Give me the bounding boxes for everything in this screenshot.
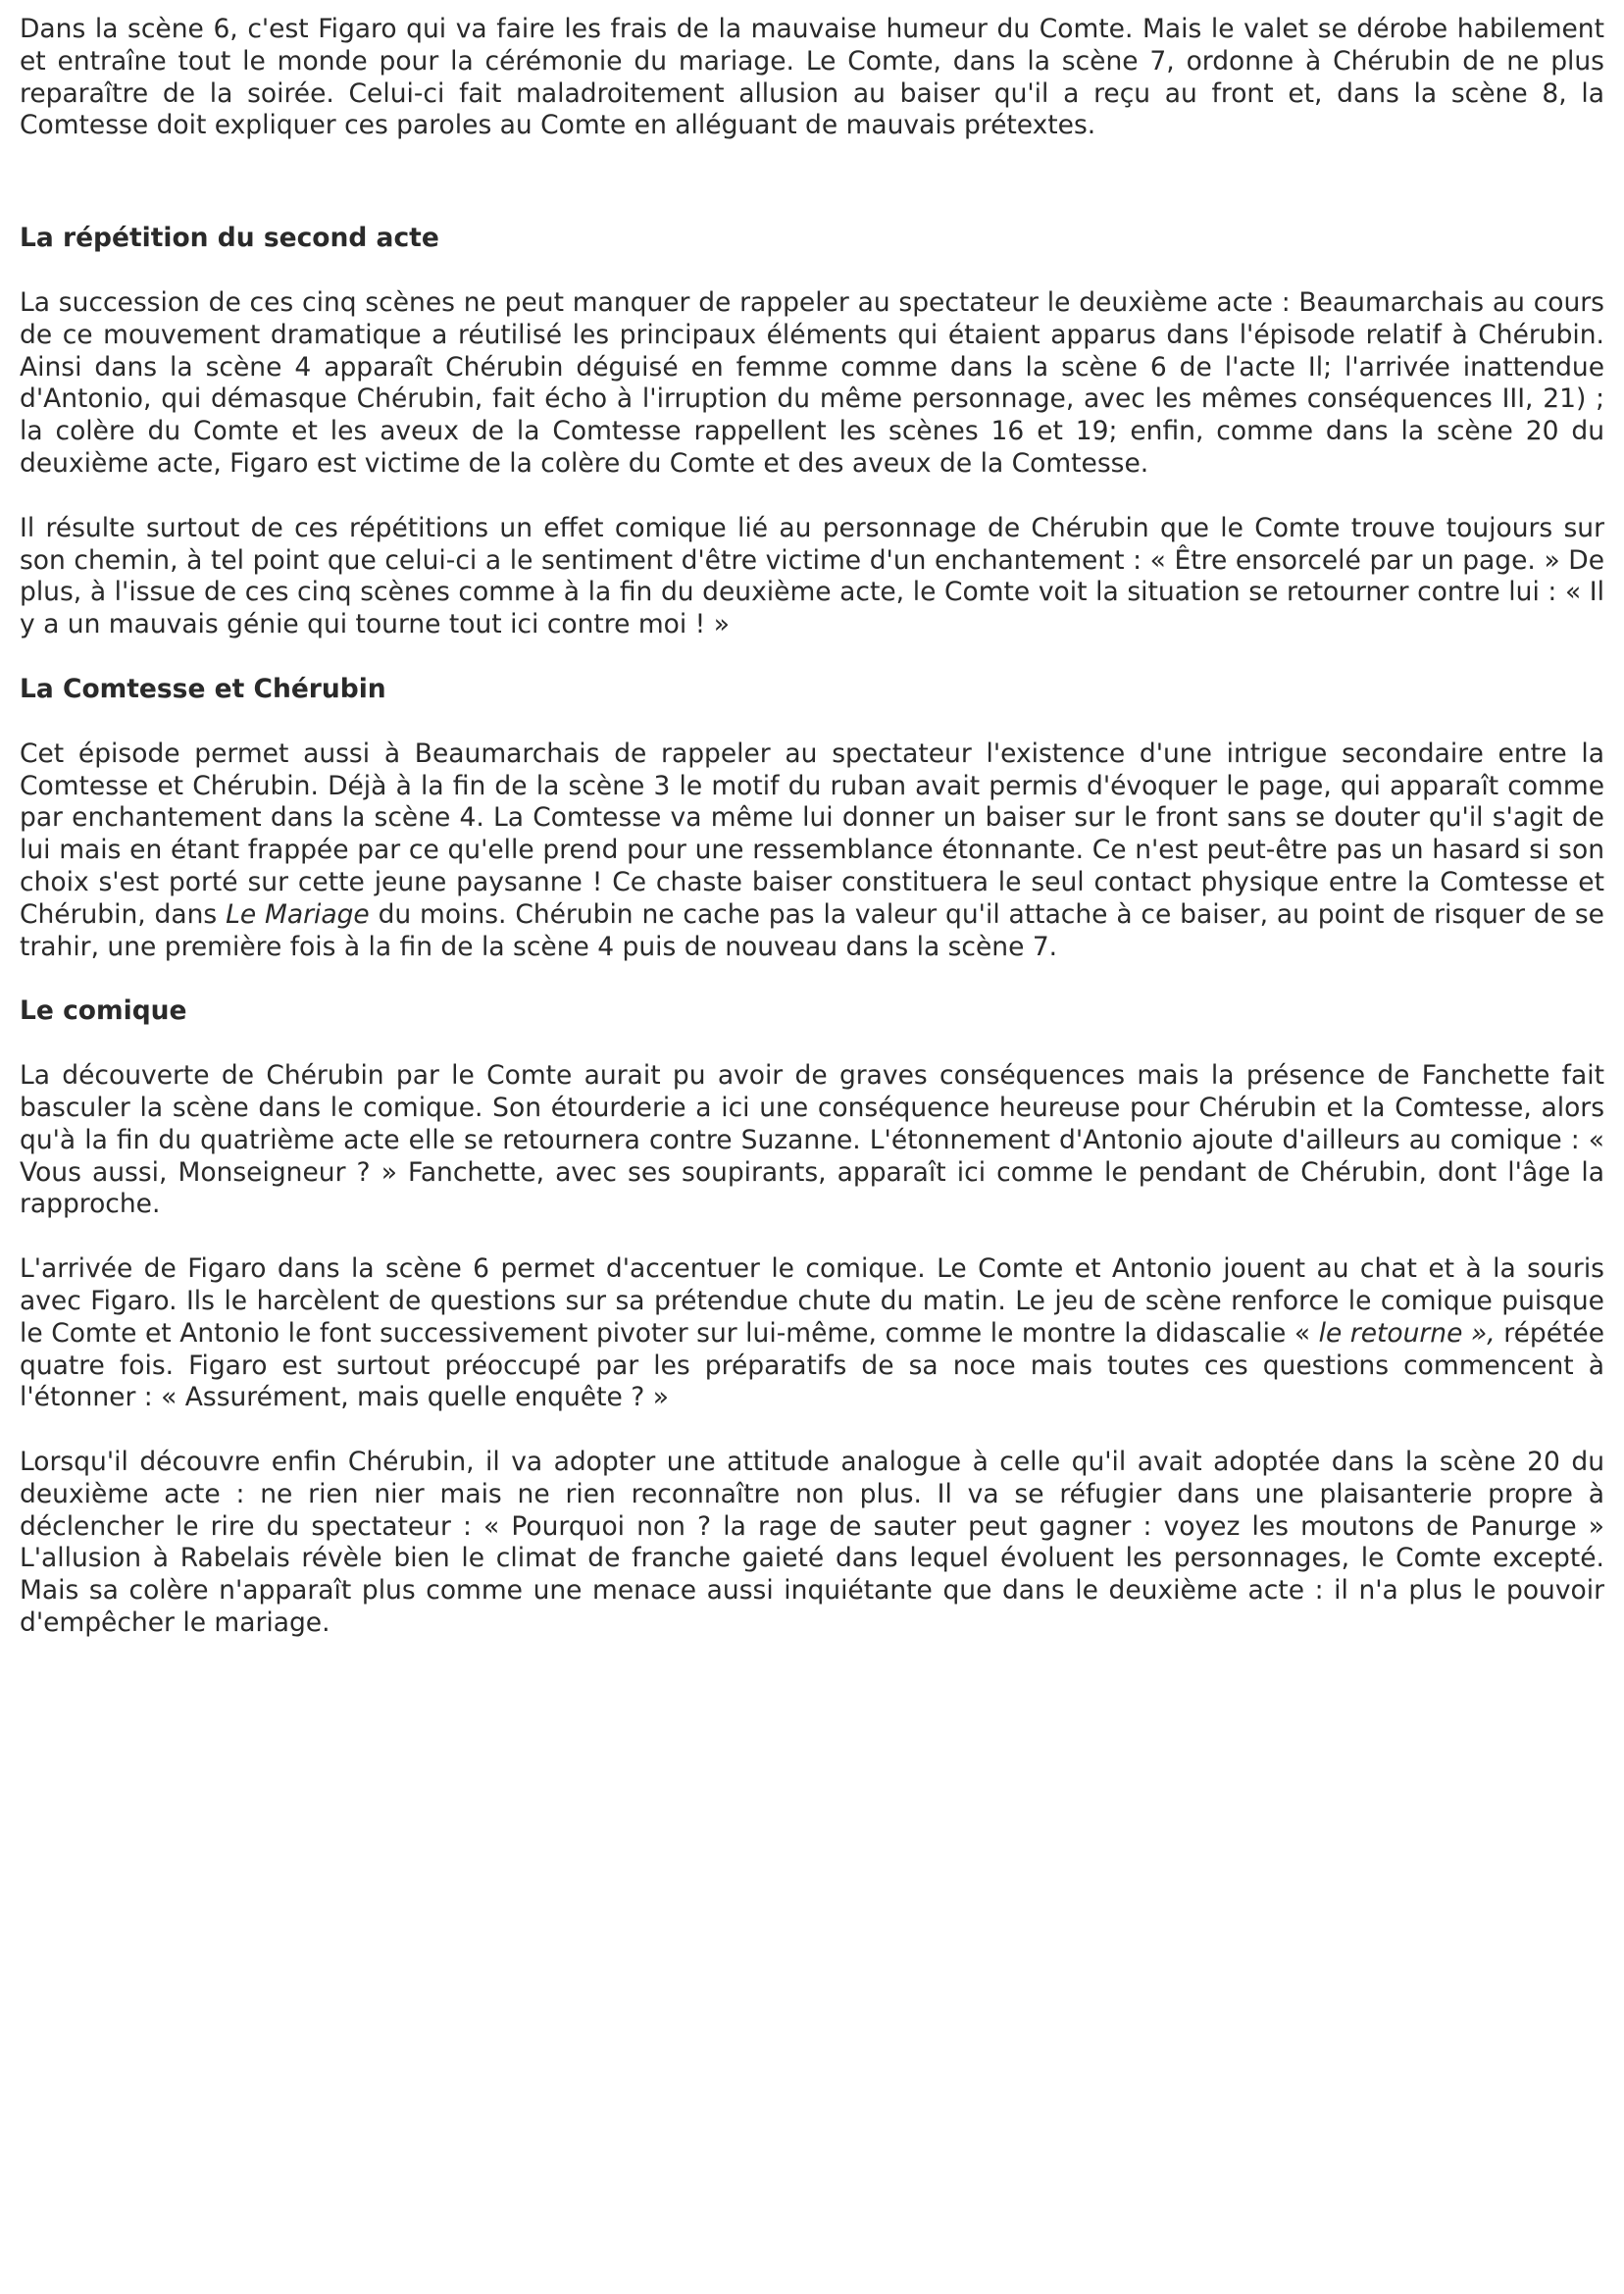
document-page [20,14,1604,1640]
repetition-paragraph-2: Il résulte surtout de ces répétitions un effet comique lié au personnage de Chérubin que le Comte trouve toujours sur son chemin, à tel point que celui-ci a le sentiment d'être victime d'un enchantement : « Être ensorcelé par un page. » De plus, à l'issue de ces cinq scènes comme à la fin du deuxième acte, le Comte voit la situation se retourner contre lui : « Il y a un mauvais génie qui tourne tout ici contre moi ! » [20,512,1604,640]
comique-paragraph-2: L'arrivée de Figaro dans la scène 6 permet d'accentuer le comique. Le Comte et Antonio jouent au chat et à la souris avec Figaro. Ils le harcèlent de questions sur sa prétendue chute du matin. Le jeu de scène renforce le comique puisque le Comte et Antonio le font successivement pivoter sur lui-même, comme le montre la didascalie « le retourne », répétée quatre fois. Figaro est surtout préoccupé par les préparatifs de sa noce mais toutes ces questions commencent à l'étonner : « Assurément, mais quelle enquête ? » [20,1253,1604,1413]
title-citation: Le Mariage [226,898,370,930]
heading-repetition: La répétition du second acte [20,223,439,254]
stage-direction-citation: le retourne », [1318,1317,1496,1349]
comique-paragraph-1: La découverte de Chérubin par le Comte aurait pu avoir de graves conséquences mais la présence de Fanchette fait basculer la scène dans le comique. Son étourderie a ici une conséquence heureuse pour Chérubin et la Comtesse, alors qu'à la fin du quatrième acte elle se retournera contre Suzanne. L'étonnement d'Antonio ajoute d'ailleurs au comique : « Vous aussi, Monseigneur ? » Fanchette, avec ses soupirants, apparaît ici comme le pendant de Chérubin, dont l'âge la rapproche. [20,1060,1604,1220]
heading-comtesse: La Comtesse et Chérubin [20,673,386,704]
comique-paragraph-3: Lorsqu'il découvre enfin Chérubin, il va adopter une attitude analogue à celle qu'il avait adoptée dans la scène 20 du deuxième acte : ne rien nier mais ne rien reconnaître non plus. Il va se réfugier dans une plaisanterie propre à déclencher le rire du spectateur : « Pourquoi non ? la rage de sauter peut gagner : voyez les moutons de Panurge » L'allusion à Rabelais révèle bien le climat de franche gaieté dans lequel évoluent les personnages, le Comte excepté. Mais sa colère n'apparaît plus comme une menace aussi inquiétante que dans le deuxième acte : il n'a plus le pouvoir d'empêcher le mariage. [20,1447,1604,1639]
heading-comique: Le comique [20,995,187,1027]
comtesse-paragraph: Cet épisode permet aussi à Beaumarchais de rappeler au spectateur l'existence d'une intrigue secondaire entre la Comtesse et Chérubin. Déjà à la fin de la scène 3 le motif du ruban avait permis d'évoquer le page, qui apparaît comme par enchantement dans la scène 4. La Comtesse va même lui donner un baiser sur le front sans se douter qu'il s'agit de lui mais en étant frappée par ce qu'elle prend pour une ressemblance étonnante. Ce n'est peut-être pas un hasard si son choix s'est porté sur cette jeune paysanne ! Ce chaste baiser constituera le seul contact physique entre la Comtesse et Chérubin, dans Le Mariage du moins. Chérubin ne cache pas la valeur qu'il attache à ce baiser, au point de risquer de se trahir, une première fois à la fin de la scène 4 puis de nouveau dans la scène 7. [20,738,1604,962]
intro-paragraph: Dans la scène 6, c'est Figaro qui va faire les frais de la mauvaise humeur du Comte. Mais le valet se dérobe habilement et entraîne tout le monde pour la cérémonie du mariage. Le Comte, dans la scène 7, ordonne à Chérubin de ne plus reparaître de la soirée. Celui-ci fait maladroitement allusion au baiser qu'il a reçu au front et, dans la scène 8, la Comtesse doit expliquer ces paroles au Comte en alléguant de mauvais prétextes. [20,14,1604,141]
section-spacer [20,142,1604,223]
repetition-paragraph-1: La succession de ces cinq scènes ne peut manquer de rappeler au spectateur le deuxième acte : Beaumarchais au cours de ce mouvement dramatique a réutilisé les principaux éléments qui étaient apparus dans l'épisode relatif à Chérubin. Ainsi dans la scène 4 apparaît Chérubin déguisé en femme comme dans la scène 6 de l'acte Il; l'arrivée inattendue d'Antonio, qui démasque Chérubin, fait écho à l'irruption du même personnage, avec les mêmes conséquences III, 21) ; la colère du Comte et les aveux de la Comtesse rappellent les scènes 16 et 19; enfin, comme dans la scène 20 du deuxième acte, Figaro est victime de la colère du Comte et des aveux de la Comtesse. [20,286,1604,479]
